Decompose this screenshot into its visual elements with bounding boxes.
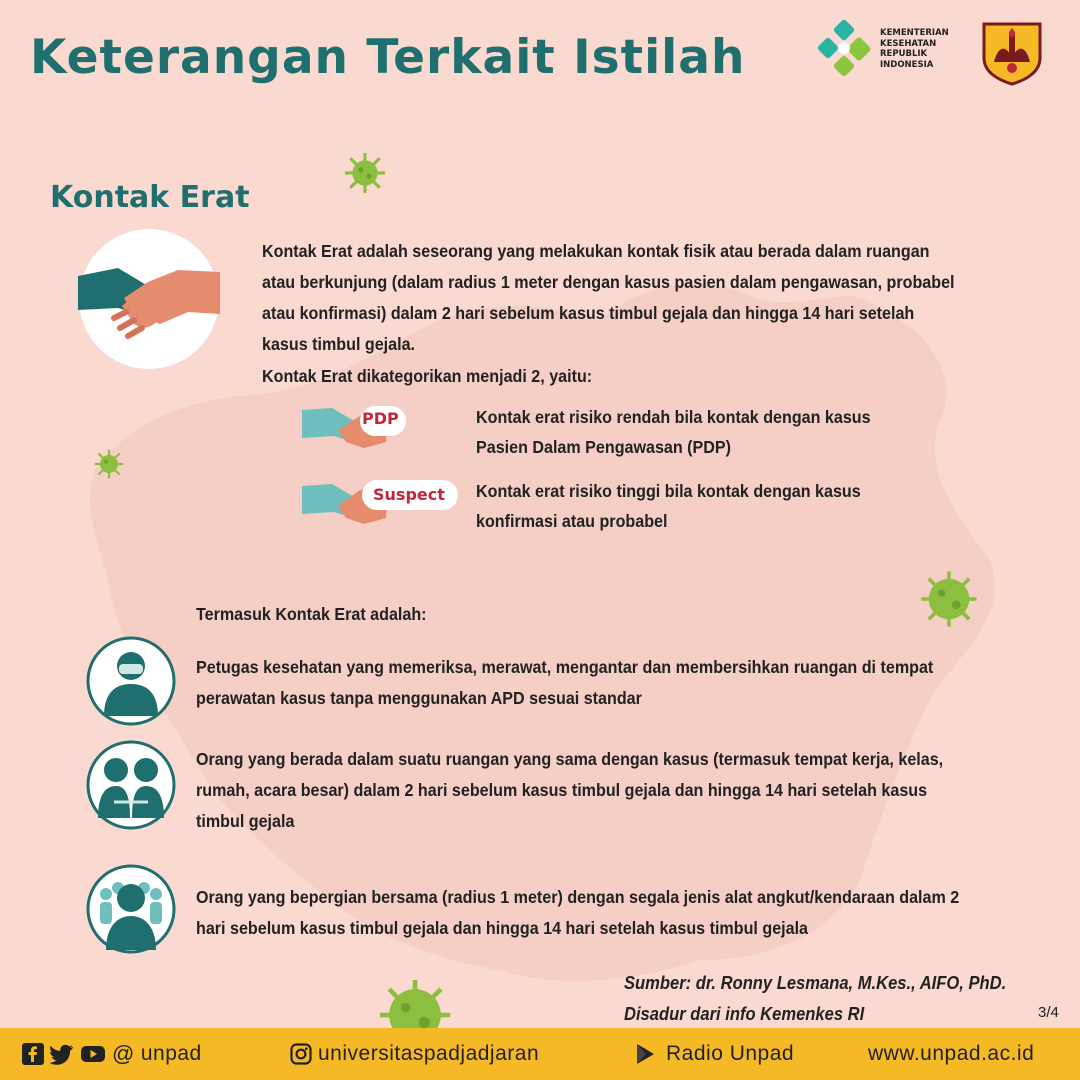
instagram-icon[interactable] <box>290 1043 312 1065</box>
source-line-1: Sumber: dr. Ronny Lesmana, M.Kes., AIFO, PhD. <box>624 973 1007 993</box>
crowd-icon <box>86 864 176 954</box>
footer-website[interactable] <box>868 1028 1034 1080</box>
include-item-2-text: Orang yang berada dalam suatu ruangan yang sama dengan kasus (termasuk tempat kerja, kelas, rumah, acara besar) dalam 2 hari sebelum kasus timbul gejala dan hingga 14 hari setelah kasus timbul gejala <box>196 749 944 831</box>
at-icon: @ <box>112 1041 135 1066</box>
footer-instagram[interactable] <box>290 1028 539 1080</box>
pdp-badge: PDP <box>362 409 399 428</box>
footer-social-handle[interactable]: unpad <box>140 1042 202 1065</box>
include-item-3-text: Orang yang bepergian bersama (radius 1 meter) dengan segala jenis alat angkut/kendaraan dalam 2 hari sebelum kasus timbul gejala dan hingga 14 hari setelah kasus timbul gejala <box>196 887 960 938</box>
virus-icon <box>920 570 978 628</box>
kemenkes-emblem-icon <box>812 18 876 82</box>
source-line-2: Disadur dari info Kemenkes RI <box>624 1004 865 1024</box>
youtube-icon[interactable] <box>80 1043 106 1065</box>
page-title: Keterangan Terkait Istilah <box>30 30 746 85</box>
handshake-icon <box>78 228 220 370</box>
category-pdp-text: Kontak erat risiko rendah bila kontak dengan kasus Pasien Dalam Pengawasan (PDP) <box>476 407 871 457</box>
play-icon[interactable] <box>634 1042 656 1066</box>
footer-bar <box>0 1028 1080 1080</box>
source-credit <box>624 968 1006 1030</box>
categorized-label: Kontak Erat dikategorikan menjadi 2, yaitu: <box>262 366 593 386</box>
footer-radio[interactable] <box>634 1028 794 1080</box>
footer-radio-label[interactable]: Radio Unpad <box>666 1042 795 1065</box>
include-item-1-text: Petugas kesehatan yang memeriksa, merawat, mengantar dan membersihkan ruangan di tempat perawatan kasus tanpa menggunakan APD sesuai standar <box>196 657 934 708</box>
page-number: 3/4 <box>1038 1004 1059 1021</box>
health-worker-icon <box>86 636 176 726</box>
virus-icon <box>344 152 386 194</box>
twitter-icon[interactable] <box>50 1043 74 1065</box>
kemenkes-line-4: INDONESIA <box>880 59 934 70</box>
kemenkes-line-2: KESEHATAN <box>880 38 937 49</box>
includes-label: Termasuk Kontak Erat adalah: <box>196 604 427 624</box>
suspect-badge: Suspect <box>373 485 445 504</box>
kemenkes-line-1: KEMENTERIAN <box>880 28 949 38</box>
section-title: Kontak Erat <box>50 180 250 215</box>
virus-icon <box>94 449 124 479</box>
category-suspect-text: Kontak erat risiko tinggi bila kontak dengan kasus konfirmasi atau probabel <box>476 481 861 531</box>
kemenkes-logo <box>812 18 962 90</box>
footer-website-link[interactable]: www.unpad.ac.id <box>868 1042 1035 1065</box>
kontak-erat-description: Kontak Erat adalah seseorang yang melakukan kontak fisik atau berada dalam ruangan atau berkunjung (dalam radius 1 meter dengan kasus pasien dalam pengawasan, probabel atau konfirmasi) dalam 2 hari sebelum kasus timbul gejala dan hingga 14 hari setelah kasus timbul gejala. <box>262 241 955 354</box>
unpad-logo <box>976 18 1048 86</box>
footer-instagram-handle[interactable]: universitaspadjadjaran <box>318 1042 540 1065</box>
kemenkes-line-3: REPUBLIK <box>880 49 928 59</box>
facebook-icon[interactable] <box>22 1043 44 1065</box>
two-people-icon <box>86 740 176 830</box>
footer-social[interactable] <box>22 1028 202 1080</box>
